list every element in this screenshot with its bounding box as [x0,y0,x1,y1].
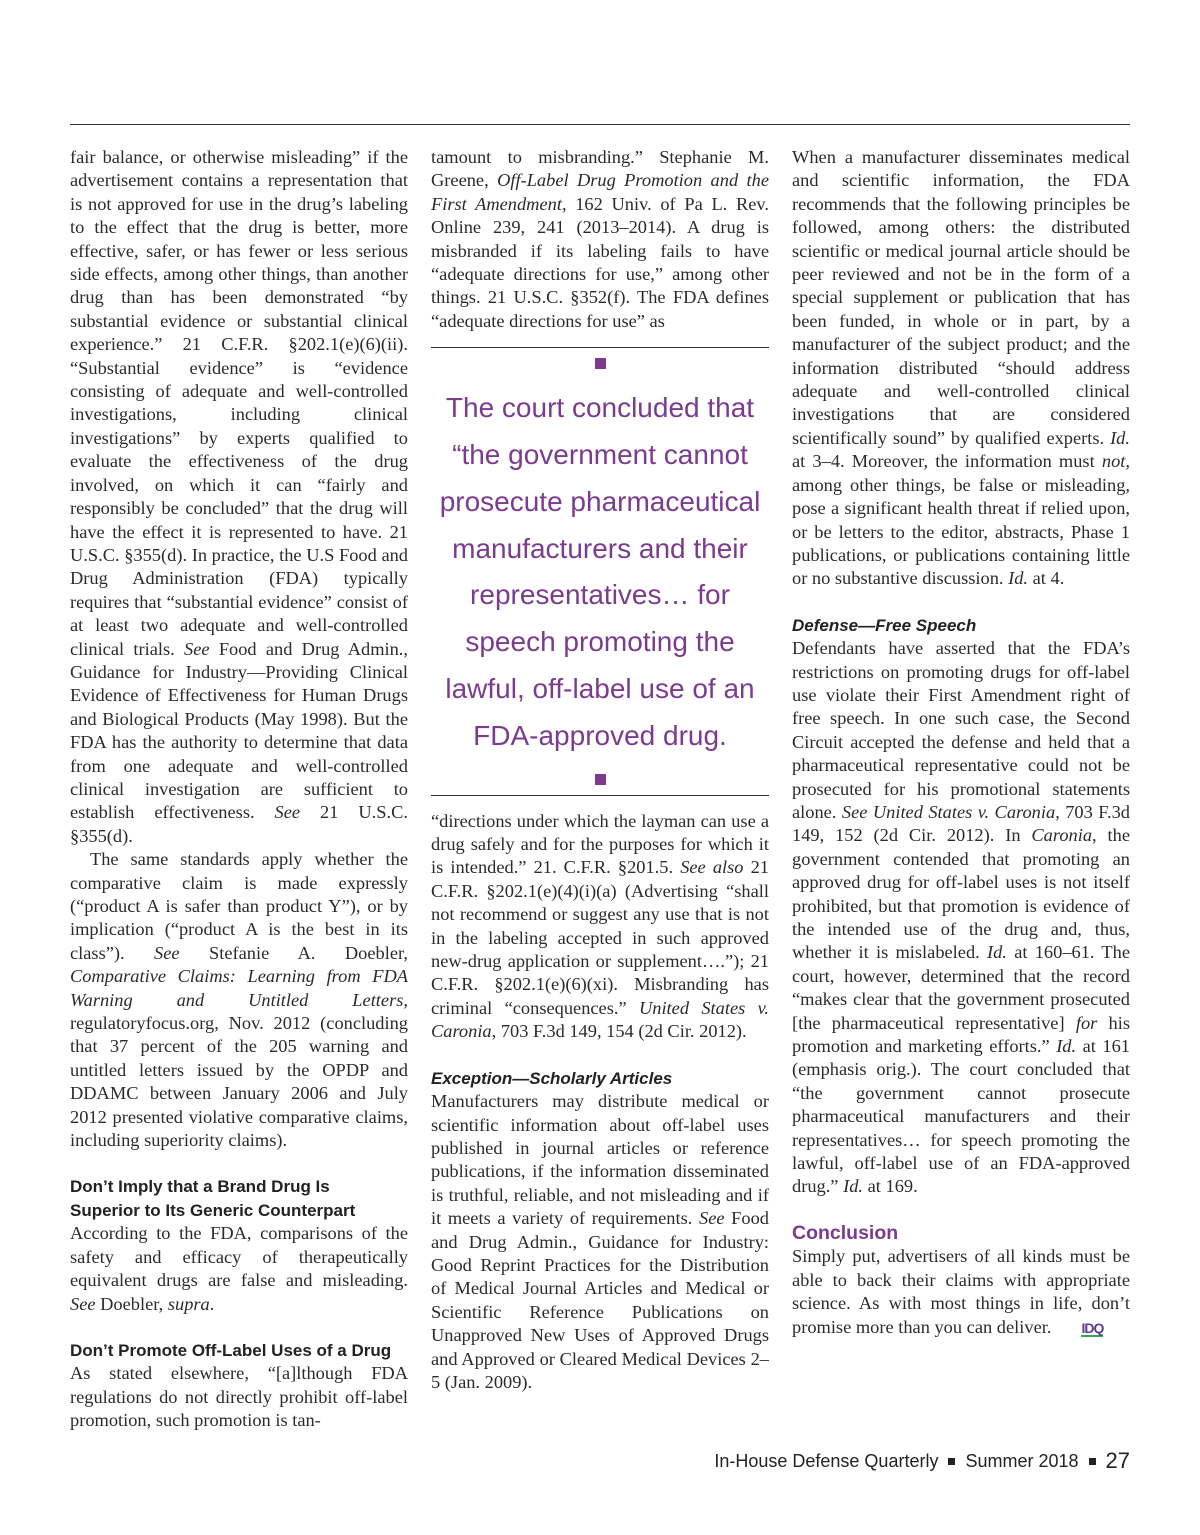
pull-quote-text: The court concluded that “the government cannot prosecute pharmaceutical manufacturers and their representatives… for speech promoting the lawful, off-label use of an FDA-approved drug. [439,392,761,751]
paragraph: Simply put, advertisers of all kinds must be able to back their claims with appropriate science. As with most things in life, don’t promise more than you can deliver. IDQ [792,1246,1130,1337]
section-heading: Conclusion [792,1221,899,1244]
paragraph: According to the FDA, comparisons of the safety and efficacy of therapeutically equivalent drugs are false and misleading. See Doebler, supra. [70,1223,408,1314]
square-bullet-icon [1089,1458,1096,1465]
page-number: 27 [1105,1448,1130,1473]
paragraph: “directions under which the layman can use a drug safely and for the purposes for which it is intended.” 21. C.F.R. §201.5. See also 21 C.F.R. §202.1(e)(4)(i)(a) (Advertising “shall not recommend or suggest any use that is not in the labeling accepted in such approved new-drug application or supplement….”); 21 C.F.R. §202.1(e)(6)(xi). Misbranding has criminal “consequences.” United States v. Caronia, 703 F.3d 149, 154 (2d Cir. 2012). [431,810,769,1042]
pull-quote [431,347,769,795]
top-rule [70,124,1130,125]
column-2 [431,146,769,1394]
paragraph: When a manufacturer disseminates medical and scientific information, the FDA recommends that the following principles be followed, among others: the distributed scientific or medical journal article should be peer reviewed and not be in the form of a special supplement or publication that has been funded, in whole or in part, by a manufacturer of the subject product; and the information distributed “should address adequate and well-controlled clinical investigations that are considered scientifically sound” by qualified experts. Id. at 3–4. Moreover, the information must not, among other things, be false or misleading, pose a significant health threat if relied upon, or be letters to the editor, abstracts, Phase 1 publications, or publications containing little or no substantive discussion. Id. at 4. [792,147,1130,589]
section-heading: Exception—Scholarly Articles [431,1068,673,1088]
paragraph: fair balance, or otherwise misleading” if the advertisement contains a representation that is not approved for use in the drug’s labeling to the effect that the drug is better, more effective, safer, or has fewer or less serious side effects, among other things, than another drug than has been demonstrated “by substantial evidence or substantial clinical experience.” 21 C.F.R. §202.1(e)(6)(ii). “Substantial evidence” is “evidence consisting of adequate and well-controlled investigations, including clinical investigations” by experts qualified to evaluate the effectiveness of the drug involved, on which it can “fairly and responsibly be concluded” that the drug will have the effect it is represented to have. 21 U.S.C. §355(d). In practice, the U.S Food and Drug Administration (FDA) typically requires that “substantial evidence” consist of at least two adequate and well-controlled clinical trials. See Food and Drug Admin., Guidance for Industry—Providing Clinical Evidence of Effectiveness for Human Drugs and Biological Products (May 1998). But the FDA has the authority to determine that data from one adequate and well-controlled clinical investigation are sufficient to establish effectiveness. See 21 U.S.C. §355(d). [70,147,408,846]
section-heading: Don’t Imply that a Brand Drug Is Superior to Its Generic Counterpart [70,1177,356,1220]
section-heading: Don’t Promote Off-Label Uses of a Drug [70,1340,392,1360]
paragraph: The same standards apply whether the comparative claim is made expressly (“product A is safer than product Y”), or by implication (“product A is the best in its class”). See Stefanie A. Doebler, Comparative Claims: Learning from FDA Warning and Untitled Letters, regulatoryfocus.org, Nov. 2012 (concluding that 37 percent of the 205 warning and untitled letters issued by the OPDP and DDAMC between January 2006 and July 2012 presented violative comparative claims, including superiority claims). [70,849,408,1151]
square-bullet-icon [595,358,606,369]
paragraph: Manufacturers may distribute medical or scientific information about off-label uses published in journal articles or reference publications, if the information disseminated is truthful, reliable, and not misleading and if it meets a variety of requirements. See Food and Drug Admin., Guidance for Industry: Good Reprint Practices for the Distribution of Medical Journal Articles and Medical or Scientific Reference Publications on Unapproved New Uses of Approved Drugs and Approved or Cleared Medical Devices 2–5 (Jan. 2009). [431,1091,769,1392]
publication-name: In-House Defense Quarterly [714,1450,939,1471]
issue-label: Summer 2018 [965,1450,1079,1471]
end-mark-logo: IDQ [1081,1319,1104,1336]
section-heading: Defense—Free Speech [792,615,977,635]
divider [431,795,769,796]
column-1 [70,146,408,1433]
square-bullet-icon [595,774,606,785]
column-3 [792,146,1130,1339]
divider [431,347,769,348]
square-bullet-icon [948,1458,955,1465]
paragraph: tamount to misbranding.” Stephanie M. Greene, Off-Label Drug Promotion and the First Amendment, 162 Univ. of Pa L. Rev. Online 239, 241 (2013–2014). A drug is misbranded if its labeling fails to have “adequate directions for use,” among other things. 21 U.S.C. §352(f). The FDA defines “adequate directions for use” as [431,147,769,331]
page-footer [714,1448,1130,1474]
paragraph: Defendants have asserted that the FDA’s restrictions on promoting drugs for off-label use violate their First Amendment right of free speech. In one such case, the Second Circuit accepted the defense and held that a pharmaceutical representative could not be prosecuted for his promotional statements alone. See United States v. Caronia, 703 F.3d 149, 152 (2d Cir. 2012). In Caronia, the government contended that promoting an approved drug for off-label uses is not itself prohibited, but that promotion is evidence of the intended use of the drug and, thus, whether it is mislabeled. Id. at 160–61. The court, however, determined that the record “makes clear that the government prosecuted [the pharmaceutical representative] for his promotion and marketing efforts.” Id. at 161 (emphasis orig.). The court concluded that “the government cannot prosecute pharmaceutical manufacturers and their representatives… for speech promoting the lawful, off-label use of an FDA-approved drug.” Id. at 169. [792,638,1131,1197]
paragraph: As stated elsewhere, “[a]lthough FDA regulations do not directly prohibit off-label promotion, such promotion is tan- [70,1363,408,1431]
